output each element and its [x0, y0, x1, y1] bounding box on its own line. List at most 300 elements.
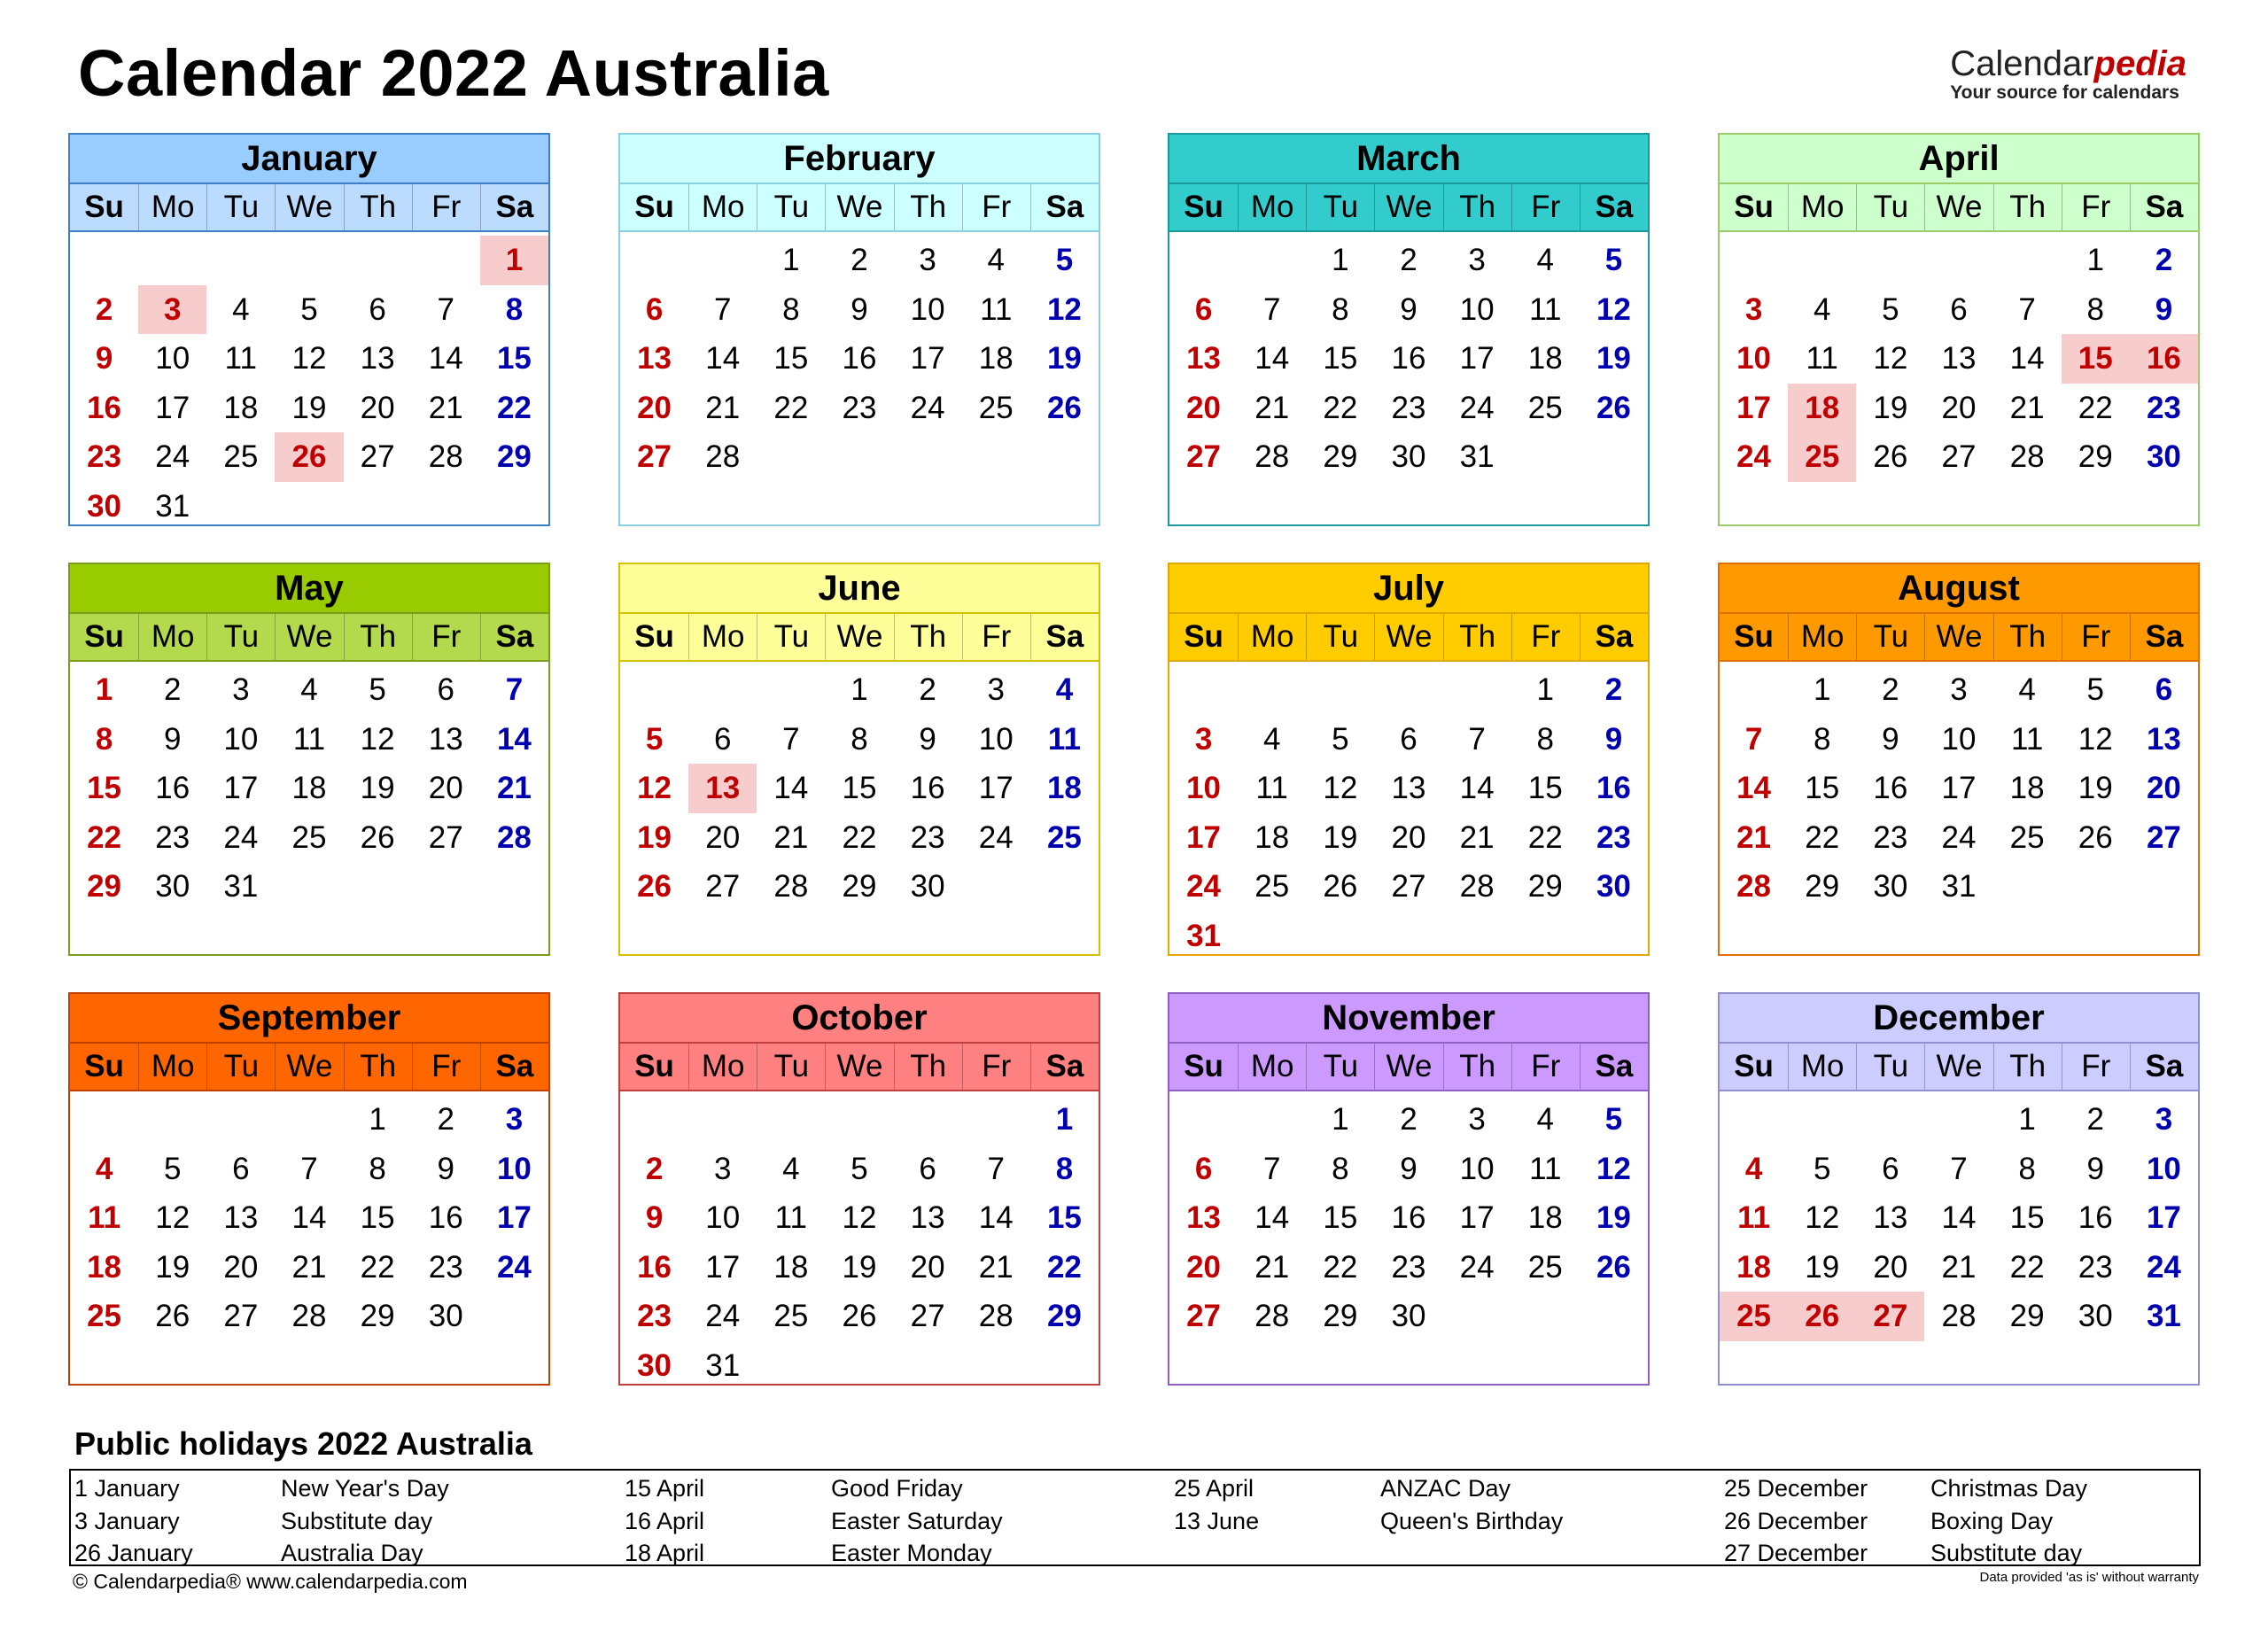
day-cell[interactable]: 22	[1323, 390, 1358, 425]
day-cell[interactable]: 28	[773, 869, 809, 904]
day-cell[interactable]: 28	[496, 819, 532, 855]
day-cell[interactable]: 17	[705, 1249, 741, 1285]
day-cell[interactable]: 18	[1046, 771, 1082, 805]
day-cell[interactable]: 19	[1046, 341, 1082, 376]
day-cell[interactable]: 8	[782, 291, 800, 327]
day-cell[interactable]: 10	[155, 341, 190, 376]
day-cell[interactable]: 13	[1391, 771, 1426, 805]
day-cell[interactable]: 5	[645, 721, 664, 757]
day-cell[interactable]: 15	[1323, 1200, 1358, 1235]
day-cell[interactable]: 19	[1596, 341, 1631, 376]
day-cell[interactable]: 17	[2146, 1200, 2181, 1235]
day-cell[interactable]: 3	[1950, 672, 1968, 707]
day-cell[interactable]: 2	[645, 1151, 664, 1186]
day-cell[interactable]: 1	[1813, 672, 1831, 707]
day-cell[interactable]: 17	[1186, 819, 1222, 855]
day-cell[interactable]: 10	[1941, 721, 1977, 757]
day-cell-holiday[interactable]: 25	[1788, 432, 1856, 482]
day-cell[interactable]: 9	[2155, 291, 2173, 327]
day-cell[interactable]: 7	[1744, 721, 1763, 757]
day-cell[interactable]: 11	[1529, 1151, 1562, 1186]
day-cell[interactable]: 25	[2009, 819, 2045, 855]
day-cell[interactable]: 12	[842, 1200, 877, 1235]
day-cell-holiday[interactable]: 3	[138, 285, 206, 335]
day-cell[interactable]: 26	[637, 869, 672, 904]
day-cell[interactable]: 4	[2018, 672, 2036, 707]
day-cell[interactable]: 24	[155, 439, 190, 474]
day-cell[interactable]: 3	[713, 1151, 732, 1186]
day-cell[interactable]: 11	[1255, 771, 1288, 805]
day-cell[interactable]: 25	[87, 1299, 122, 1333]
day-cell[interactable]: 14	[705, 341, 741, 376]
day-cell[interactable]: 16	[910, 771, 945, 805]
day-cell[interactable]: 5	[163, 1151, 182, 1186]
day-cell[interactable]: 20	[360, 390, 395, 425]
day-cell[interactable]: 17	[1459, 1200, 1495, 1235]
day-cell[interactable]: 21	[1254, 390, 1290, 425]
day-cell[interactable]: 9	[437, 1151, 454, 1186]
day-cell[interactable]: 11	[980, 291, 1013, 327]
day-cell[interactable]: 8	[369, 1151, 386, 1186]
day-cell[interactable]: 3	[1744, 291, 1763, 327]
day-cell[interactable]: 8	[505, 291, 524, 327]
day-cell[interactable]: 16	[87, 390, 122, 425]
day-cell[interactable]: 12	[637, 771, 672, 805]
brand-logo[interactable]	[1950, 44, 2186, 103]
day-cell[interactable]: 12	[360, 721, 395, 757]
day-cell[interactable]: 1	[2018, 1102, 2036, 1137]
footer-copyright[interactable]: © Calendarpedia® www.calendarpedia.com	[73, 1570, 468, 1593]
day-cell[interactable]: 21	[1736, 819, 1772, 855]
day-cell[interactable]: 26	[842, 1299, 877, 1333]
day-cell[interactable]: 4	[1744, 1151, 1763, 1186]
day-cell[interactable]: 2	[95, 291, 113, 327]
day-cell[interactable]: 27	[223, 1299, 259, 1333]
day-cell[interactable]: 13	[910, 1200, 945, 1235]
day-cell[interactable]: 8	[1813, 721, 1831, 757]
day-cell[interactable]: 21	[428, 390, 463, 425]
day-cell[interactable]: 19	[637, 819, 672, 855]
day-cell[interactable]: 25	[773, 1299, 809, 1333]
day-cell[interactable]: 14	[2009, 341, 2045, 376]
day-cell[interactable]: 10	[1186, 771, 1222, 805]
day-cell[interactable]: 27	[1186, 1299, 1222, 1333]
day-cell[interactable]: 25	[978, 390, 1014, 425]
day-cell[interactable]: 11	[1047, 721, 1081, 757]
day-cell[interactable]: 11	[774, 1200, 808, 1235]
day-cell[interactable]: 1	[1332, 243, 1349, 277]
day-cell-holiday[interactable]: 15	[2062, 334, 2130, 384]
day-cell[interactable]: 20	[1391, 819, 1426, 855]
day-cell[interactable]: 23	[1596, 819, 1631, 855]
day-cell[interactable]: 1	[782, 243, 800, 277]
day-cell[interactable]: 29	[1805, 869, 1840, 904]
day-cell[interactable]: 3	[2155, 1102, 2173, 1137]
day-cell[interactable]: 8	[95, 721, 113, 757]
day-cell[interactable]: 15	[1527, 771, 1563, 805]
day-cell[interactable]: 24	[223, 819, 259, 855]
day-cell[interactable]: 3	[987, 672, 1005, 707]
day-cell[interactable]: 25	[1046, 819, 1082, 855]
day-cell[interactable]: 24	[978, 819, 1014, 855]
day-cell[interactable]: 31	[705, 1347, 741, 1383]
day-cell[interactable]: 4	[1536, 1102, 1554, 1137]
day-cell[interactable]: 27	[1391, 869, 1426, 904]
day-cell[interactable]: 6	[2155, 672, 2173, 707]
day-cell-holiday[interactable]: 26	[1788, 1292, 1856, 1341]
day-cell[interactable]: 14	[773, 771, 809, 805]
day-cell[interactable]: 17	[496, 1200, 532, 1235]
day-cell[interactable]: 23	[1391, 1249, 1426, 1285]
day-cell[interactable]: 29	[87, 869, 122, 904]
day-cell[interactable]: 15	[496, 341, 532, 376]
day-cell[interactable]: 6	[645, 291, 664, 327]
day-cell[interactable]: 22	[496, 390, 532, 425]
day-cell[interactable]: 21	[978, 1249, 1014, 1285]
day-cell[interactable]: 7	[1950, 1151, 1968, 1186]
day-cell[interactable]: 11	[1806, 341, 1838, 376]
day-cell[interactable]: 30	[2146, 439, 2181, 474]
day-cell[interactable]: 30	[87, 488, 122, 524]
day-cell[interactable]: 9	[163, 721, 182, 757]
day-cell[interactable]: 8	[850, 721, 868, 757]
day-cell[interactable]: 11	[1529, 291, 1562, 327]
day-cell[interactable]: 16	[1873, 771, 1908, 805]
day-cell[interactable]: 6	[713, 721, 732, 757]
day-cell[interactable]: 27	[1941, 439, 1977, 474]
day-cell[interactable]: 2	[2086, 1102, 2104, 1137]
day-cell[interactable]: 20	[910, 1249, 945, 1285]
day-cell[interactable]: 2	[850, 243, 868, 277]
day-cell[interactable]: 7	[1262, 1151, 1281, 1186]
day-cell[interactable]: 20	[1873, 1249, 1908, 1285]
day-cell[interactable]: 21	[1459, 819, 1495, 855]
day-cell[interactable]: 10	[705, 1200, 741, 1235]
day-cell[interactable]: 12	[291, 341, 327, 376]
day-cell[interactable]: 10	[910, 291, 945, 327]
day-cell[interactable]: 8	[2086, 291, 2104, 327]
day-cell[interactable]: 2	[163, 672, 182, 707]
day-cell[interactable]: 2	[437, 1102, 454, 1137]
day-cell[interactable]: 12	[1046, 291, 1082, 327]
day-cell[interactable]: 27	[2146, 819, 2181, 855]
day-cell[interactable]: 17	[1736, 390, 1772, 425]
day-cell[interactable]: 6	[919, 1151, 936, 1186]
day-cell[interactable]: 22	[2078, 390, 2113, 425]
day-cell[interactable]: 1	[1055, 1102, 1074, 1137]
day-cell[interactable]: 8	[2018, 1151, 2036, 1186]
day-cell[interactable]: 21	[496, 771, 532, 805]
day-cell[interactable]: 22	[87, 819, 122, 855]
day-cell[interactable]: 16	[637, 1249, 672, 1285]
day-cell[interactable]: 14	[1459, 771, 1495, 805]
day-cell[interactable]: 1	[1536, 672, 1554, 707]
day-cell[interactable]: 14	[1736, 771, 1772, 805]
day-cell[interactable]: 7	[1468, 721, 1486, 757]
day-cell[interactable]: 14	[1254, 1200, 1290, 1235]
day-cell[interactable]: 28	[291, 1299, 327, 1333]
day-cell[interactable]: 31	[1186, 918, 1222, 953]
day-cell[interactable]: 30	[637, 1347, 672, 1383]
day-cell[interactable]: 26	[1873, 439, 1908, 474]
day-cell[interactable]: 22	[2009, 1249, 2045, 1285]
day-cell[interactable]: 11	[88, 1200, 121, 1235]
day-cell[interactable]: 28	[428, 439, 463, 474]
day-cell[interactable]: 5	[850, 1151, 868, 1186]
day-cell[interactable]: 26	[1046, 390, 1082, 425]
day-cell[interactable]: 16	[842, 341, 877, 376]
day-cell[interactable]: 26	[1596, 390, 1631, 425]
day-cell[interactable]: 3	[919, 243, 936, 277]
day-cell[interactable]: 28	[1736, 869, 1772, 904]
day-cell[interactable]: 27	[910, 1299, 945, 1333]
day-cell[interactable]: 20	[428, 771, 463, 805]
day-cell[interactable]: 28	[2009, 439, 2045, 474]
day-cell[interactable]: 15	[842, 771, 877, 805]
day-cell[interactable]: 21	[1254, 1249, 1290, 1285]
day-cell-holiday[interactable]: 25	[1720, 1292, 1788, 1341]
day-cell[interactable]: 23	[2146, 390, 2181, 425]
day-cell[interactable]: 26	[2078, 819, 2113, 855]
day-cell[interactable]: 13	[1186, 1200, 1222, 1235]
day-cell[interactable]: 24	[2146, 1249, 2181, 1285]
day-cell[interactable]: 3	[505, 1102, 524, 1137]
day-cell[interactable]: 22	[1046, 1249, 1082, 1285]
day-cell[interactable]: 25	[1254, 869, 1290, 904]
day-cell[interactable]: 24	[1736, 439, 1772, 474]
day-cell[interactable]: 20	[637, 390, 672, 425]
day-cell[interactable]: 21	[1941, 1249, 1977, 1285]
day-cell[interactable]: 18	[2009, 771, 2045, 805]
day-cell[interactable]: 27	[1186, 439, 1222, 474]
day-cell[interactable]: 28	[1459, 869, 1495, 904]
day-cell[interactable]: 7	[437, 291, 454, 327]
day-cell[interactable]: 21	[705, 390, 741, 425]
day-cell[interactable]: 11	[224, 341, 258, 376]
day-cell[interactable]: 22	[1527, 819, 1563, 855]
day-cell[interactable]: 13	[1941, 341, 1977, 376]
day-cell[interactable]: 4	[987, 243, 1005, 277]
day-cell[interactable]: 7	[2018, 291, 2036, 327]
day-cell[interactable]: 4	[232, 291, 250, 327]
day-cell[interactable]: 14	[428, 341, 463, 376]
day-cell[interactable]: 4	[1055, 672, 1074, 707]
day-cell[interactable]: 3	[1468, 243, 1486, 277]
day-cell-holiday[interactable]: 18	[1788, 384, 1856, 433]
day-cell[interactable]: 1	[95, 672, 113, 707]
day-cell[interactable]: 4	[782, 1151, 800, 1186]
day-cell[interactable]: 9	[850, 291, 868, 327]
day-cell[interactable]: 6	[1950, 291, 1968, 327]
day-cell[interactable]: 10	[1459, 1151, 1495, 1186]
day-cell[interactable]: 21	[773, 819, 809, 855]
day-cell[interactable]: 22	[360, 1249, 395, 1285]
day-cell-holiday[interactable]: 26	[275, 432, 343, 482]
day-cell[interactable]: 2	[1400, 243, 1418, 277]
day-cell[interactable]: 16	[2078, 1200, 2113, 1235]
day-cell[interactable]: 31	[155, 488, 190, 524]
day-cell[interactable]: 12	[2078, 721, 2113, 757]
day-cell[interactable]: 13	[2146, 721, 2181, 757]
day-cell[interactable]: 17	[1459, 341, 1495, 376]
day-cell[interactable]: 9	[919, 721, 936, 757]
day-cell[interactable]: 3	[1468, 1102, 1486, 1137]
day-cell[interactable]: 16	[1596, 771, 1631, 805]
day-cell[interactable]: 23	[1873, 819, 1908, 855]
day-cell[interactable]: 20	[1941, 390, 1977, 425]
day-cell[interactable]: 10	[1459, 291, 1495, 327]
day-cell[interactable]: 19	[1873, 390, 1908, 425]
day-cell[interactable]: 6	[1194, 291, 1213, 327]
day-cell[interactable]: 27	[637, 439, 672, 474]
day-cell[interactable]: 8	[1055, 1151, 1074, 1186]
day-cell[interactable]: 15	[1046, 1200, 1082, 1235]
day-cell[interactable]: 24	[910, 390, 945, 425]
day-cell[interactable]: 25	[1527, 390, 1563, 425]
day-cell[interactable]: 24	[705, 1299, 741, 1333]
day-cell[interactable]: 4	[300, 672, 318, 707]
day-cell[interactable]: 3	[1194, 721, 1213, 757]
day-cell[interactable]: 9	[645, 1200, 664, 1235]
day-cell[interactable]: 28	[1941, 1299, 1977, 1333]
day-cell[interactable]: 1	[850, 672, 868, 707]
day-cell[interactable]: 24	[1459, 1249, 1495, 1285]
day-cell[interactable]: 30	[910, 869, 945, 904]
day-cell[interactable]: 24	[1941, 819, 1977, 855]
day-cell[interactable]: 4	[1536, 243, 1554, 277]
day-cell[interactable]: 20	[1186, 1249, 1222, 1285]
day-cell[interactable]: 1	[1332, 1102, 1349, 1137]
day-cell[interactable]: 18	[1527, 1200, 1563, 1235]
day-cell[interactable]: 1	[369, 1102, 386, 1137]
day-cell[interactable]: 29	[1323, 1299, 1358, 1333]
day-cell[interactable]: 17	[978, 771, 1014, 805]
day-cell-holiday[interactable]: 1	[480, 236, 548, 285]
day-cell[interactable]: 19	[155, 1249, 190, 1285]
day-cell[interactable]: 23	[87, 439, 122, 474]
day-cell[interactable]: 31	[2146, 1299, 2181, 1333]
day-cell[interactable]: 13	[360, 341, 395, 376]
day-cell[interactable]: 22	[1805, 819, 1840, 855]
day-cell[interactable]: 5	[369, 672, 386, 707]
day-cell[interactable]: 10	[1736, 341, 1772, 376]
day-cell[interactable]: 2	[2155, 243, 2173, 277]
day-cell[interactable]: 15	[1323, 341, 1358, 376]
day-cell[interactable]: 15	[360, 1200, 395, 1235]
day-cell[interactable]: 6	[1400, 721, 1418, 757]
day-cell[interactable]: 9	[1400, 291, 1418, 327]
day-cell[interactable]: 29	[1527, 869, 1563, 904]
day-cell[interactable]: 19	[360, 771, 395, 805]
day-cell[interactable]: 3	[232, 672, 250, 707]
day-cell[interactable]: 8	[1536, 721, 1554, 757]
day-cell[interactable]: 23	[155, 819, 190, 855]
day-cell[interactable]: 8	[1332, 291, 1349, 327]
day-cell[interactable]: 30	[1873, 869, 1908, 904]
day-cell[interactable]: 30	[1596, 869, 1631, 904]
day-cell[interactable]: 23	[910, 819, 945, 855]
day-cell[interactable]: 16	[1391, 341, 1426, 376]
day-cell[interactable]: 18	[978, 341, 1014, 376]
day-cell[interactable]: 5	[2086, 672, 2104, 707]
day-cell[interactable]: 23	[1391, 390, 1426, 425]
day-cell[interactable]: 13	[223, 1200, 259, 1235]
day-cell[interactable]: 20	[1186, 390, 1222, 425]
day-cell[interactable]: 18	[87, 1249, 122, 1285]
day-cell[interactable]: 31	[1459, 439, 1495, 474]
day-cell[interactable]: 4	[1262, 721, 1281, 757]
day-cell[interactable]: 23	[637, 1299, 672, 1333]
day-cell[interactable]: 26	[1323, 869, 1358, 904]
day-cell[interactable]: 26	[1596, 1249, 1631, 1285]
day-cell[interactable]: 15	[87, 771, 122, 805]
day-cell[interactable]: 21	[291, 1249, 327, 1285]
day-cell[interactable]: 7	[782, 721, 800, 757]
day-cell[interactable]: 12	[1873, 341, 1908, 376]
day-cell[interactable]: 29	[496, 439, 532, 474]
day-cell[interactable]: 16	[1391, 1200, 1426, 1235]
day-cell[interactable]: 24	[1459, 390, 1495, 425]
day-cell[interactable]: 25	[1527, 1249, 1563, 1285]
day-cell[interactable]: 7	[505, 672, 524, 707]
day-cell[interactable]: 19	[1805, 1249, 1840, 1285]
day-cell[interactable]: 20	[2146, 771, 2181, 805]
day-cell[interactable]: 8	[1332, 1151, 1349, 1186]
day-cell[interactable]: 6	[369, 291, 386, 327]
day-cell[interactable]: 11	[2010, 721, 2044, 757]
day-cell[interactable]: 6	[437, 672, 454, 707]
day-cell[interactable]: 23	[2078, 1249, 2113, 1285]
day-cell[interactable]: 14	[1254, 341, 1290, 376]
day-cell[interactable]: 7	[1262, 291, 1281, 327]
day-cell[interactable]: 25	[291, 819, 327, 855]
day-cell[interactable]: 30	[1391, 1299, 1426, 1333]
day-cell[interactable]: 20	[223, 1249, 259, 1285]
day-cell[interactable]: 27	[428, 819, 463, 855]
day-cell[interactable]: 12	[1596, 291, 1631, 327]
day-cell[interactable]: 13	[1873, 1200, 1908, 1235]
day-cell[interactable]: 25	[223, 439, 259, 474]
day-cell[interactable]: 13	[1186, 341, 1222, 376]
day-cell[interactable]: 17	[223, 771, 259, 805]
day-cell[interactable]: 28	[705, 439, 741, 474]
day-cell[interactable]: 27	[705, 869, 741, 904]
day-cell[interactable]: 28	[1254, 439, 1290, 474]
day-cell[interactable]: 7	[987, 1151, 1005, 1186]
day-cell[interactable]: 17	[155, 390, 190, 425]
day-cell[interactable]: 11	[292, 721, 326, 757]
day-cell[interactable]: 12	[155, 1200, 190, 1235]
day-cell[interactable]: 6	[1882, 1151, 1899, 1186]
day-cell[interactable]: 29	[1046, 1299, 1082, 1333]
day-cell[interactable]: 19	[842, 1249, 877, 1285]
day-cell[interactable]: 10	[496, 1151, 532, 1186]
day-cell[interactable]: 26	[155, 1299, 190, 1333]
day-cell[interactable]: 23	[428, 1249, 463, 1285]
day-cell[interactable]: 29	[2009, 1299, 2045, 1333]
day-cell[interactable]: 6	[232, 1151, 250, 1186]
day-cell[interactable]: 20	[705, 819, 741, 855]
day-cell[interactable]: 15	[1805, 771, 1840, 805]
day-cell[interactable]: 30	[2078, 1299, 2113, 1333]
day-cell[interactable]: 2	[919, 672, 936, 707]
day-cell[interactable]: 5	[1332, 721, 1349, 757]
day-cell[interactable]: 13	[428, 721, 463, 757]
day-cell[interactable]: 7	[713, 291, 732, 327]
day-cell[interactable]: 5	[1813, 1151, 1831, 1186]
day-cell[interactable]: 28	[1254, 1299, 1290, 1333]
day-cell[interactable]: 19	[2078, 771, 2113, 805]
